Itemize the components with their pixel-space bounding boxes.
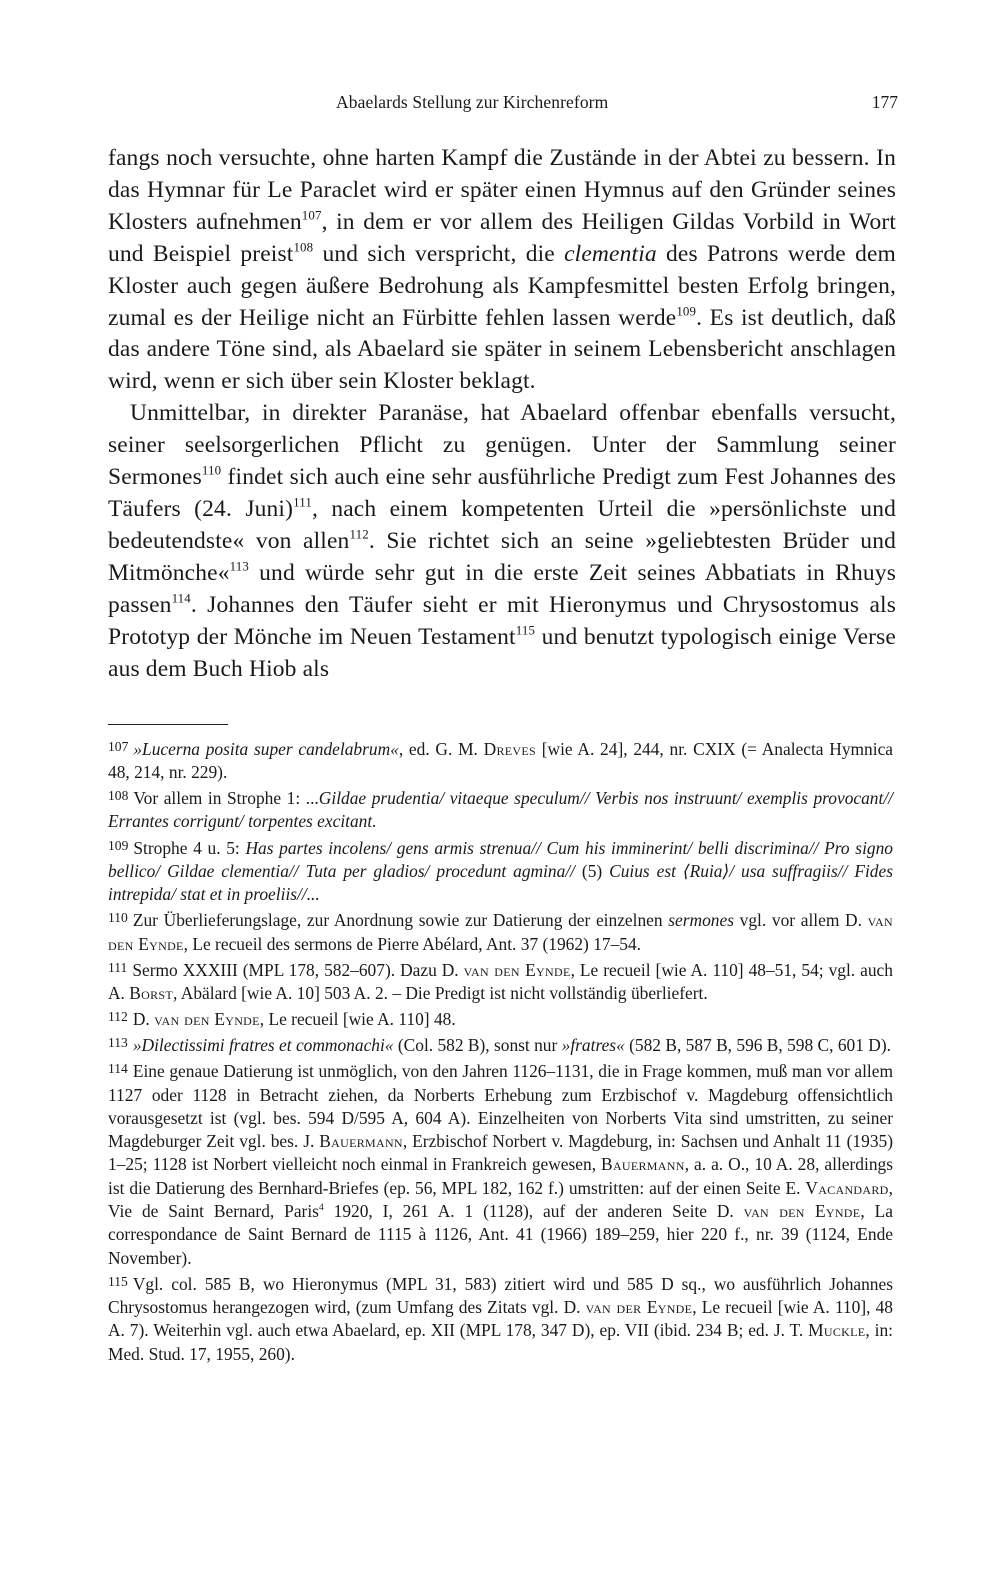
text-span: und sich verspricht, die bbox=[313, 240, 565, 267]
italic-text: »Lucerna posita super candelabrum« bbox=[133, 738, 399, 759]
footnote-number: 107 bbox=[108, 739, 129, 754]
text-span: , Abälard [wie A. 10] 503 A. 2. – Die Predigt ist nicht vollständig überliefert. bbox=[173, 982, 708, 1003]
footnote-number: 111 bbox=[108, 959, 128, 975]
text-span: (582 B, 587 B, 596 B, 598 C, 601 D). bbox=[624, 1035, 891, 1056]
footnote-number: 114 bbox=[108, 1061, 128, 1077]
italic-text: sermones bbox=[668, 910, 734, 931]
author-name: van den Eynde bbox=[108, 910, 893, 954]
text-span: . Johannes den Täufer sieht er mit Hieronymus und Chrysostomus als Prototyp der Mönche im Neuen Testament bbox=[108, 591, 896, 650]
italic-term: clementia bbox=[564, 240, 657, 267]
main-text bbox=[108, 143, 896, 685]
text-span: findet sich auch eine sehr ausführliche Predigt zum Fest Johannes des Täufers (24. Juni) bbox=[108, 464, 896, 522]
text-span: Eine genaue Datierung ist unmöglich, von den Jahren 1126–1131, die in Frage kommen, muß man vor allem 1127 oder 1128 in Betracht ziehen, da Norberts Erhebung zum Erzbischof v. Magdeburg offensichtlich vorausgesetzt ist (vgl. bes. 594 D/595 A, 604 A). Einzelheiten von Norberts Vita sind umstritten, zu seiner Magdeburger Zeit vgl. bes. J. bbox=[108, 1061, 893, 1152]
footnote-number: 109 bbox=[108, 837, 129, 853]
author-name: van den Eynde bbox=[154, 1009, 260, 1030]
text-span: (Col. 582 B), sonst nur bbox=[393, 1035, 562, 1056]
author-name: van den Eynde bbox=[463, 959, 571, 980]
text-span: Zur Überlieferungslage, zur Anordnung sowie zur Datierung der einzelnen bbox=[132, 910, 669, 931]
italic-text: »Dilectissimi fratres et commonachi« bbox=[132, 1035, 394, 1056]
text-span: [wie A. 24], 244, nr. CXIX (= Analecta Hymnica 48, 214, nr. 229). bbox=[108, 738, 894, 783]
footnote-111 bbox=[108, 956, 893, 1005]
footnotes bbox=[108, 735, 893, 1366]
footnote-number: 115 bbox=[108, 1273, 128, 1289]
footnote-ref: 110 bbox=[201, 462, 222, 478]
text-span: Unmittelbar, in direkter Paranäse, hat Abaelard offenbar ebenfalls versucht, seiner seelsorgerlichen Pflicht zu genügen. Unter der Sammlung seiner Sermones bbox=[108, 400, 896, 491]
text-span: D. bbox=[132, 1009, 155, 1030]
text-span: , La correspondance de Saint Bernard de 1115 à 1126, Ant. 41 (1966) 189–259, hier 220 f., nr. 39 (1124, Ende November). bbox=[108, 1201, 894, 1268]
text-span: , ed. G. M. bbox=[398, 738, 484, 759]
text-span: , Vie de Saint Bernard, Paris bbox=[108, 1177, 893, 1222]
footnote-113 bbox=[108, 1031, 893, 1057]
text-span: . Es ist deutlich, daß das andere Töne sind, als Abaelard sie später in seinem Lebensbericht anschlagen wird, wenn er sich über sein Kloster beklagt. bbox=[108, 304, 896, 395]
paragraph-2 bbox=[108, 398, 896, 685]
footnote-ref: 109 bbox=[676, 302, 697, 318]
footnote-ref: 111 bbox=[293, 494, 312, 510]
running-header bbox=[108, 92, 898, 122]
text-span: , nach einem kompetenten Urteil die »persönlichste und bedeutendste« von allen bbox=[108, 495, 896, 554]
footnote-number: 110 bbox=[108, 910, 128, 926]
text-span: , in dem er vor allem des Heiligen Gildas Vorbild in Wort und Beispiel preist bbox=[108, 208, 896, 267]
text-span: Sermo XXXIII (MPL 178, 582–607). Dazu D. bbox=[132, 959, 464, 980]
text-span: des Patrons werde dem Kloster auch gegen äußere Bedrohung als Kampfesmittel besten Erfolg bringen, zumal es der Heilige nicht an Fürbitte fehlen lassen werde bbox=[108, 240, 896, 331]
author-name: Bauermann bbox=[319, 1131, 403, 1152]
footnote-114 bbox=[108, 1057, 893, 1269]
footnote-112 bbox=[108, 1005, 893, 1031]
text-span: und würde sehr gut in die erste Zeit seines Abbatiats in Rhuys passen bbox=[108, 559, 896, 618]
text-span: , Le recueil [wie A. 110], 48 A. 7). Weiterhin vgl. auch etwa Abaelard, ep. XII (MPL 178, 347 D), ep. VII (ibid. 234 B; ed. J. T. bbox=[108, 1297, 894, 1341]
footnote-108 bbox=[108, 784, 893, 833]
author-name: Vacandard bbox=[805, 1177, 889, 1198]
text-span: , a. a. O., 10 A. 28, allerdings ist die Datierung des Bernhard-Briefes (ep. 56, MPL 182, 162 f.) umstritten: auf der einen Seite E. bbox=[108, 1154, 893, 1198]
text-span: , Le recueil [wie A. 110] 48. bbox=[259, 1009, 456, 1030]
footnote-ref: 108 bbox=[293, 239, 314, 255]
text-span: fangs noch versuchte, ohne harten Kampf die Zustände in der Abtei zu bessern. In das Hymnar für Le Paraclet wird er später einen Hymnus auf den Gründer seines Klosters aufnehmen bbox=[108, 145, 896, 235]
text-span: vgl. vor allem D. bbox=[733, 910, 868, 931]
italic-text: Cuius est ⟨Ruia⟩/ usa suffragiis// Fides intrepida/ stat et in proeliis//... bbox=[108, 860, 893, 905]
italic-text: »fratres« bbox=[561, 1035, 625, 1056]
author-name: Borst bbox=[129, 982, 174, 1003]
author-name: van der Eynde bbox=[585, 1297, 693, 1317]
author-name: van den Eynde bbox=[743, 1201, 861, 1222]
footnote-107 bbox=[108, 735, 893, 784]
footnote-110 bbox=[108, 906, 893, 955]
footnote-115 bbox=[108, 1270, 893, 1366]
footnote-ref: 114 bbox=[171, 590, 191, 605]
edition-superscript: 4 bbox=[318, 1201, 324, 1213]
author-name: Dreves bbox=[483, 738, 536, 759]
footnote-109 bbox=[108, 834, 893, 907]
text-span: (5) bbox=[575, 860, 610, 881]
text-span: , in: Med. Stud. 17, 1955, 260). bbox=[108, 1320, 893, 1364]
footnote-number: 113 bbox=[108, 1035, 128, 1051]
footnote-ref: 113 bbox=[229, 558, 249, 574]
footnote-separator bbox=[108, 724, 228, 725]
author-name: Muckle bbox=[808, 1320, 866, 1341]
text-span: . Sie richtet sich an seine »geliebtesten Brüder und Mitmönche« bbox=[108, 527, 896, 586]
italic-text: Has partes incolens/ gens armis strenua// Cum his imminerint/ belli discrimina// Pro signo bellico/ Gildae clementia// Tuta per gladios/ procedunt agmina// bbox=[108, 837, 893, 881]
text-span: , Erzbischof Norbert v. Magdeburg, in: Sachsen und Anhalt 11 (1935) 1–25; 1128 ist Norbert vielleicht noch einmal in Frankreich gewesen, bbox=[108, 1131, 893, 1175]
footnote-ref: 107 bbox=[301, 207, 322, 223]
text-span: , Le recueil [wie A. 110] 48–51, 54; vgl. auch A. bbox=[108, 959, 893, 1003]
footnote-number: 108 bbox=[108, 788, 129, 804]
text-span: Strophe 4 u. 5: bbox=[133, 837, 246, 858]
footnote-ref: 112 bbox=[349, 526, 369, 542]
text-span: Vgl. col. 585 B, wo Hieronymus (MPL 31, 583) zitiert wird und 585 D sq., wo ausführlich Johannes Chrysostomus herangezogen wird, (zum Umfang des Zitats vgl. D. bbox=[108, 1273, 893, 1317]
text-span: und benutzt typologisch einige Verse aus dem Buch Hiob als bbox=[108, 623, 897, 682]
text-span: , Le recueil des sermons de Pierre Abélard, Ant. 37 (1962) 17–54. bbox=[183, 933, 642, 954]
italic-text: Gildae prudentia/ vitaeque speculum// Verbis nos instruunt/ exemplis provocant// Errantes corrigunt/ torpentes excitant. bbox=[108, 788, 893, 832]
text-span: Vor allem in Strophe 1: ... bbox=[133, 788, 319, 809]
page-number: 177 bbox=[871, 92, 898, 112]
paragraph-1 bbox=[108, 143, 896, 398]
author-name: Bauermann bbox=[601, 1154, 685, 1175]
text-span: 1920, I, 261 A. 1 (1128), auf der anderen Seite D. bbox=[323, 1201, 744, 1222]
running-title: Abaelards Stellung zur Kirchenreform bbox=[336, 92, 609, 112]
footnote-number: 112 bbox=[108, 1009, 128, 1025]
footnote-ref: 115 bbox=[515, 621, 536, 637]
